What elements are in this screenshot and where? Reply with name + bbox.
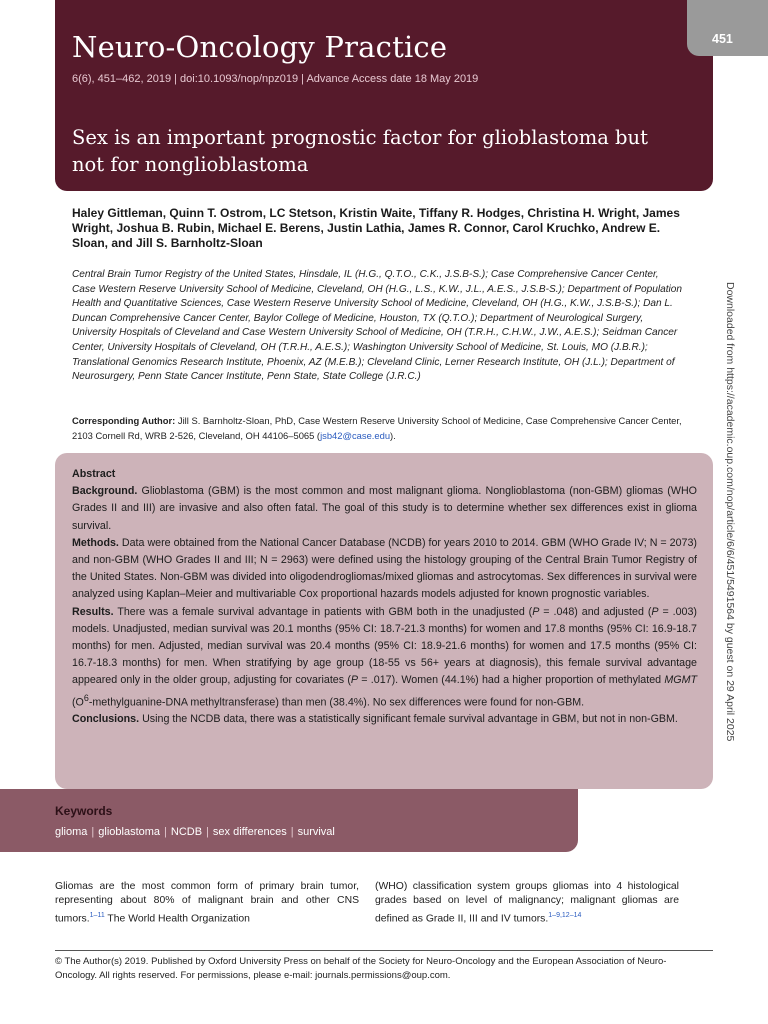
results-mgmt: MGMT bbox=[664, 674, 698, 687]
keyword-link[interactable]: glioma bbox=[55, 826, 88, 838]
conclusions-text: Using the NCDB data, there was a statistically significant female survival advantage in GBM, but not in non-GBM. bbox=[142, 713, 678, 726]
reference-link[interactable]: 1–11 bbox=[89, 911, 105, 919]
footer-divider bbox=[55, 950, 713, 951]
keyword-separator: | bbox=[290, 826, 294, 838]
results-text-6: -methylguanine-DNA methyltransferase) than men (38.4%). No sex differences were found for non-GBM. bbox=[88, 696, 585, 709]
abstract-title: Abstract bbox=[72, 468, 116, 480]
body-column-right bbox=[375, 880, 679, 926]
corresponding-label: Corresponding Author: bbox=[72, 415, 176, 426]
background-label: Background. bbox=[72, 485, 138, 498]
abstract-conclusions bbox=[72, 711, 697, 728]
body-left-text: Gliomas are the most common form of primary brain tumor, representing about 80% of malignant brain and other CNS tumors. bbox=[55, 881, 359, 925]
keyword-link[interactable]: survival bbox=[297, 826, 335, 838]
reference-link[interactable]: 1–9,12–14 bbox=[548, 911, 582, 919]
keyword-link[interactable]: NCDB bbox=[170, 826, 203, 838]
results-p-1: P bbox=[532, 605, 540, 618]
abstract bbox=[72, 466, 697, 729]
results-superscript: 6 bbox=[83, 692, 89, 703]
corresponding-author bbox=[72, 413, 692, 443]
results-p-2: P bbox=[651, 605, 659, 618]
body-left-tail: The World Health Organization bbox=[104, 913, 250, 925]
methods-label: Methods. bbox=[72, 536, 119, 549]
article-title: Sex is an important prognostic factor for glioblastoma but not for nonglioblastoma bbox=[72, 126, 648, 176]
corresponding-text: Jill S. Barnholtz-Sloan, PhD, Case Western Reserve University School of Medicine, Case Comprehensive Cancer Center, 2103 Cornell Rd, WRB 2-526, Cleveland, OH 44106–5065 ( bbox=[72, 415, 682, 441]
keywords-list bbox=[55, 826, 335, 838]
results-text-5: (O bbox=[72, 696, 84, 709]
background-text: Glioblastoma (GBM) is the most common and most malignant glioma. Nonglioblastoma (non-GBM) gliomas (WHO Grades II and III) are invasive and also often fatal. The goal of this study is to determine whether sex differences exist in glioma survival. bbox=[72, 485, 697, 532]
author-list: Haley Gittleman, Quinn T. Ostrom, LC Stetson, Kristin Waite, Tiffany R. Hodges, Christina H. Wright, James Wright, Joshua B. Rubin, Michael E. Berens, Justin Lathia, James R. Connor, Carol Kruchko, Andrew E. Sloan, and Jill S. Barnholtz-Sloan bbox=[72, 206, 680, 250]
body-right-text: (WHO) classification system groups gliomas into 4 histological grades based on level of malignancy; malignant gliomas are defined as Grade II, III and IV tumors. bbox=[375, 881, 679, 925]
corresponding-close: ). bbox=[390, 430, 396, 441]
body-column-left bbox=[55, 880, 359, 926]
journal-title: Neuro-Oncology Practice bbox=[72, 30, 448, 64]
keywords-title: Keywords bbox=[55, 804, 113, 818]
abstract-results bbox=[72, 604, 697, 712]
page-number: 451 bbox=[712, 32, 733, 46]
results-p-3: P bbox=[350, 674, 359, 687]
keyword-separator: | bbox=[164, 826, 167, 838]
keywords-box bbox=[0, 789, 578, 852]
results-label: Results. bbox=[72, 605, 114, 618]
corresponding-email-link[interactable]: jsb42@case.edu bbox=[320, 430, 391, 441]
results-text-3: = .003) models. Unadjusted, median survival was 20.1 months (95% CI: 18.7-21.3 months) for women and 17.8 months (95% CI: 16.9-18.7 months) for men. Adjusted, median survival was 20.4 months (95% CI: 18.9-21.6 months) for women and 17.5 months (95% CI: 16.7-18.3 months) for men. When stratifying by age group (18-55 vs 56+ years at diagnosis), this female survival advantage appeared only in the older group, adjusting for covariates ( bbox=[72, 605, 697, 687]
results-text-1: There was a female survival advantage in patients with GBM both in the unadjusted ( bbox=[117, 605, 533, 618]
results-text-4: = .017). Women (44.1%) had a higher proportion of methylated bbox=[358, 674, 665, 687]
keyword-separator: | bbox=[206, 826, 209, 838]
affiliations: Central Brain Tumor Registry of the United States, Hinsdale, IL (H.G., Q.T.O., C.K., J.S.B-S.); Case Comprehensive Cancer Center, Case Western Reserve University School of Medicine, Cleveland, OH (H.G., L.S., K.W., J.L., A.E.S., J.S.B-S.); Department of Population Health and Quantitative Sciences, Case Western Reserve University School of Medicine, Cleveland, OH (H.G., K.W., J.S.B-S.); Dan L. Duncan Comprehensive Cancer Center, Baylor College of Medicine, Houston, TX (Q.T.O.); Department of Neurological Surgery, University Hospitals of Cleveland and Case Western University School of Medicine, OH (T.R.H., C.H.W., J.W., A.E.S.); Seidman Cancer Center, University Hospitals of Cleveland, OH (T.R.H., A.E.S.); Washington University School of Medicine, St. Louis, MO (J.B.R.); Translational Genomics Research Institute, Phoenix, AZ (M.E.B.); Cleveland Clinic, Lerner Research Institute, OH (J.L.); Department of Neurosurgery, Penn State Cancer Institute, Penn State, State College (J.R.C.) bbox=[72, 269, 682, 383]
page-tab bbox=[687, 0, 768, 56]
methods-text: Data were obtained from the National Cancer Database (NCDB) for years 2010 to 2014. GBM (WHO Grade IV; N = 2073) and non-GBM (WHO Grades II and III; N = 2963) were defined using the histology grouping of the Central Brain Tumor Registry of the United States. Non-GBM was divided into oligodendrogliomas/mixed gliomas and astrocytomas. Sex differences in survival were analyzed using Kaplan–Meier and multivariable Cox proportional hazards models adjusted for known prognostic variables. bbox=[72, 536, 697, 601]
abstract-methods bbox=[72, 535, 697, 604]
abstract-background bbox=[72, 483, 697, 535]
journal-meta: 6(6), 451–462, 2019 | doi:10.1093/nop/npz019 | Advance Access date 18 May 2019 bbox=[72, 73, 479, 85]
keyword-link[interactable]: sex differences bbox=[212, 826, 287, 838]
keyword-separator: | bbox=[91, 826, 95, 838]
download-note: Downloaded from https://academic.oup.com/nop/article/6/6/451/5491564 by guest on 29 April 2025 bbox=[724, 282, 736, 742]
results-text-2: = .048) and adjusted ( bbox=[539, 605, 652, 618]
keyword-link[interactable]: glioblastoma bbox=[98, 826, 161, 838]
copyright-notice: © The Author(s) 2019. Published by Oxford University Press on behalf of the Society for Neuro-Oncology and the European Association of Neuro-Oncology. All rights reserved. For permissions, please e-mail: journals.permissions@oup.com. bbox=[55, 956, 667, 981]
conclusions-label: Conclusions. bbox=[72, 713, 140, 726]
